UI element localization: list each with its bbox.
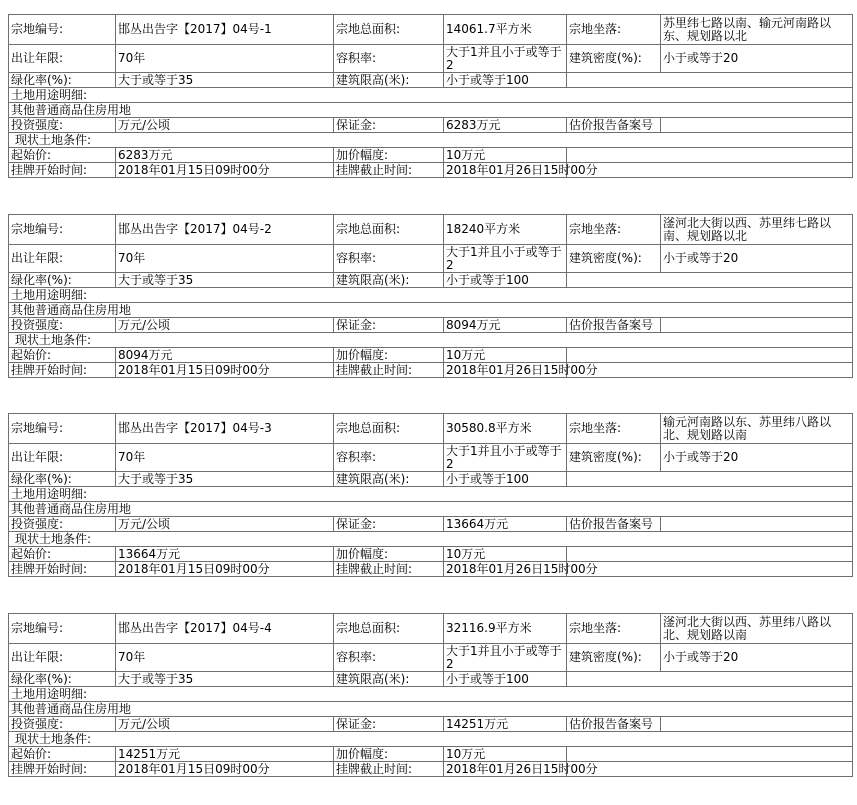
label-current-condition: 现状土地条件: <box>9 133 853 148</box>
value-land-use: 其他普通商品住房用地 <box>9 502 853 517</box>
parcel-row-current <box>9 532 853 547</box>
label-green: 绿化率(%): <box>9 273 116 288</box>
parcel-row-price <box>9 348 853 363</box>
value-land-use: 其他普通商品住房用地 <box>9 303 853 318</box>
empty-cell <box>567 273 853 288</box>
parcel-table-4 <box>8 613 853 777</box>
label-invest: 投资强度: <box>9 517 116 532</box>
parcel-row-term <box>9 45 853 73</box>
label-list-end: 挂牌截止时间: <box>334 562 444 577</box>
empty-cell <box>567 163 853 178</box>
value-term: 70年 <box>116 45 334 73</box>
label-density: 建筑密度(%): <box>567 45 661 73</box>
label-height: 建筑限高(米): <box>334 472 444 487</box>
label-height: 建筑限高(米): <box>334 73 444 88</box>
parcel-row-term <box>9 644 853 672</box>
value-total-area: 30580.8平方米 <box>444 414 567 444</box>
label-current-condition: 现状土地条件: <box>9 333 853 348</box>
parcel-row-time <box>9 363 853 378</box>
value-list-end: 2018年01月26日15时00分 <box>444 562 567 577</box>
value-plot-ratio: 大于1并且小于或等于2 <box>444 444 567 472</box>
label-plot-ratio: 容积率: <box>334 245 444 273</box>
parcel-row-current <box>9 732 853 747</box>
label-parcel-no: 宗地编号: <box>9 215 116 245</box>
value-height: 小于或等于100 <box>444 273 567 288</box>
value-parcel-no: 邯丛出告字【2017】04号-2 <box>116 215 334 245</box>
label-height: 建筑限高(米): <box>334 672 444 687</box>
label-total-area: 宗地总面积: <box>334 215 444 245</box>
label-invest: 投资强度: <box>9 717 116 732</box>
parcel-row-time <box>9 762 853 777</box>
value-land-use: 其他普通商品住房用地 <box>9 103 853 118</box>
label-location: 宗地坐落: <box>567 215 661 245</box>
label-total-area: 宗地总面积: <box>334 614 444 644</box>
value-deposit: 14251万元 <box>444 717 567 732</box>
label-term: 出让年限: <box>9 644 116 672</box>
label-deposit: 保证金: <box>334 717 444 732</box>
value-appraisal <box>661 318 853 333</box>
label-density: 建筑密度(%): <box>567 644 661 672</box>
parcel-row-time <box>9 562 853 577</box>
value-density: 小于或等于20 <box>661 644 853 672</box>
label-green: 绿化率(%): <box>9 472 116 487</box>
value-height: 小于或等于100 <box>444 672 567 687</box>
value-green: 大于或等于35 <box>116 273 334 288</box>
label-plot-ratio: 容积率: <box>334 444 444 472</box>
label-use-detail: 土地用途明细: <box>9 487 853 502</box>
label-parcel-no: 宗地编号: <box>9 15 116 45</box>
value-green: 大于或等于35 <box>116 672 334 687</box>
parcel-row-id <box>9 215 853 245</box>
label-deposit: 保证金: <box>334 118 444 133</box>
label-current-condition: 现状土地条件: <box>9 532 853 547</box>
parcel-row-time <box>9 163 853 178</box>
parcel-table-2 <box>8 214 853 378</box>
parcel-row-current <box>9 333 853 348</box>
value-parcel-no: 邯丛出告字【2017】04号-4 <box>116 614 334 644</box>
value-total-area: 14061.7平方米 <box>444 15 567 45</box>
parcel-table-1 <box>8 14 853 178</box>
label-location: 宗地坐落: <box>567 15 661 45</box>
label-location: 宗地坐落: <box>567 614 661 644</box>
value-invest: 万元/公顷 <box>116 717 334 732</box>
parcel-row-use-label <box>9 687 853 702</box>
parcel-row-invest <box>9 717 853 732</box>
parcel-row-price <box>9 747 853 762</box>
value-deposit: 6283万元 <box>444 118 567 133</box>
label-start-price: 起始价: <box>9 747 116 762</box>
value-deposit: 8094万元 <box>444 318 567 333</box>
parcel-row-id <box>9 15 853 45</box>
empty-cell <box>567 747 853 762</box>
value-height: 小于或等于100 <box>444 73 567 88</box>
label-appraisal: 估价报告备案号 <box>567 318 661 333</box>
empty-cell <box>567 363 853 378</box>
parcel-row-use-label <box>9 88 853 103</box>
label-list-start: 挂牌开始时间: <box>9 163 116 178</box>
value-term: 70年 <box>116 444 334 472</box>
value-increment: 10万元 <box>444 547 567 562</box>
label-invest: 投资强度: <box>9 318 116 333</box>
label-appraisal: 估价报告备案号 <box>567 717 661 732</box>
label-term: 出让年限: <box>9 45 116 73</box>
value-increment: 10万元 <box>444 747 567 762</box>
value-increment: 10万元 <box>444 148 567 163</box>
parcel-row-term <box>9 444 853 472</box>
parcel-row-green <box>9 672 853 687</box>
label-increment: 加价幅度: <box>334 148 444 163</box>
parcel-row-invest <box>9 517 853 532</box>
value-deposit: 13664万元 <box>444 517 567 532</box>
empty-cell <box>567 762 853 777</box>
parcel-row-green <box>9 73 853 88</box>
value-appraisal <box>661 717 853 732</box>
label-increment: 加价幅度: <box>334 348 444 363</box>
label-increment: 加价幅度: <box>334 747 444 762</box>
empty-cell <box>567 73 853 88</box>
value-parcel-no: 邯丛出告字【2017】04号-3 <box>116 414 334 444</box>
value-start-price: 13664万元 <box>116 547 334 562</box>
label-list-start: 挂牌开始时间: <box>9 762 116 777</box>
label-density: 建筑密度(%): <box>567 245 661 273</box>
value-list-end: 2018年01月26日15时00分 <box>444 163 567 178</box>
parcel-row-green <box>9 273 853 288</box>
label-use-detail: 土地用途明细: <box>9 288 853 303</box>
empty-cell <box>567 472 853 487</box>
value-location: 滏河北大街以西、苏里纬七路以南、规划路以北 <box>661 215 853 245</box>
empty-cell <box>567 672 853 687</box>
value-density: 小于或等于20 <box>661 45 853 73</box>
label-term: 出让年限: <box>9 245 116 273</box>
value-total-area: 18240平方米 <box>444 215 567 245</box>
label-total-area: 宗地总面积: <box>334 15 444 45</box>
value-green: 大于或等于35 <box>116 73 334 88</box>
value-start-price: 6283万元 <box>116 148 334 163</box>
value-appraisal <box>661 517 853 532</box>
parcel-row-invest <box>9 118 853 133</box>
label-list-end: 挂牌截止时间: <box>334 163 444 178</box>
value-invest: 万元/公顷 <box>116 318 334 333</box>
parcel-row-use <box>9 502 853 517</box>
value-list-start: 2018年01月15日09时00分 <box>116 363 334 378</box>
label-deposit: 保证金: <box>334 517 444 532</box>
label-location: 宗地坐落: <box>567 414 661 444</box>
parcel-row-invest <box>9 318 853 333</box>
label-density: 建筑密度(%): <box>567 444 661 472</box>
value-location: 滏河北大街以西、苏里纬八路以北、规划路以南 <box>661 614 853 644</box>
value-green: 大于或等于35 <box>116 472 334 487</box>
parcel-row-price <box>9 547 853 562</box>
value-term: 70年 <box>116 245 334 273</box>
empty-cell <box>567 547 853 562</box>
parcel-row-id <box>9 614 853 644</box>
label-height: 建筑限高(米): <box>334 273 444 288</box>
label-appraisal: 估价报告备案号 <box>567 517 661 532</box>
parcel-row-green <box>9 472 853 487</box>
value-list-start: 2018年01月15日09时00分 <box>116 762 334 777</box>
value-plot-ratio: 大于1并且小于或等于2 <box>444 45 567 73</box>
value-total-area: 32116.9平方米 <box>444 614 567 644</box>
label-invest: 投资强度: <box>9 118 116 133</box>
value-list-start: 2018年01月15日09时00分 <box>116 163 334 178</box>
label-start-price: 起始价: <box>9 547 116 562</box>
label-use-detail: 土地用途明细: <box>9 687 853 702</box>
parcel-row-use <box>9 303 853 318</box>
empty-cell <box>567 348 853 363</box>
value-list-start: 2018年01月15日09时00分 <box>116 562 334 577</box>
value-list-end: 2018年01月26日15时00分 <box>444 363 567 378</box>
value-parcel-no: 邯丛出告字【2017】04号-1 <box>116 15 334 45</box>
value-land-use: 其他普通商品住房用地 <box>9 702 853 717</box>
label-plot-ratio: 容积率: <box>334 644 444 672</box>
parcel-row-price <box>9 148 853 163</box>
value-invest: 万元/公顷 <box>116 517 334 532</box>
label-start-price: 起始价: <box>9 348 116 363</box>
parcel-row-current <box>9 133 853 148</box>
value-height: 小于或等于100 <box>444 472 567 487</box>
label-green: 绿化率(%): <box>9 672 116 687</box>
parcel-row-use-label <box>9 288 853 303</box>
label-green: 绿化率(%): <box>9 73 116 88</box>
label-list-start: 挂牌开始时间: <box>9 562 116 577</box>
value-list-end: 2018年01月26日15时00分 <box>444 762 567 777</box>
value-location: 苏里纬七路以南、输元河南路以东、规划路以北 <box>661 15 853 45</box>
value-invest: 万元/公顷 <box>116 118 334 133</box>
value-density: 小于或等于20 <box>661 444 853 472</box>
label-increment: 加价幅度: <box>334 547 444 562</box>
label-appraisal: 估价报告备案号 <box>567 118 661 133</box>
label-use-detail: 土地用途明细: <box>9 88 853 103</box>
label-list-end: 挂牌截止时间: <box>334 762 444 777</box>
label-parcel-no: 宗地编号: <box>9 614 116 644</box>
empty-cell <box>567 562 853 577</box>
value-start-price: 8094万元 <box>116 348 334 363</box>
value-term: 70年 <box>116 644 334 672</box>
label-current-condition: 现状土地条件: <box>9 732 853 747</box>
label-total-area: 宗地总面积: <box>334 414 444 444</box>
label-parcel-no: 宗地编号: <box>9 414 116 444</box>
parcel-row-use <box>9 103 853 118</box>
parcel-row-use <box>9 702 853 717</box>
parcel-row-id <box>9 414 853 444</box>
value-appraisal <box>661 118 853 133</box>
label-start-price: 起始价: <box>9 148 116 163</box>
value-location: 输元河南路以东、苏里纬八路以北、规划路以南 <box>661 414 853 444</box>
parcel-row-term <box>9 245 853 273</box>
label-list-end: 挂牌截止时间: <box>334 363 444 378</box>
value-start-price: 14251万元 <box>116 747 334 762</box>
parcel-table-3 <box>8 413 853 577</box>
value-density: 小于或等于20 <box>661 245 853 273</box>
value-plot-ratio: 大于1并且小于或等于2 <box>444 245 567 273</box>
label-deposit: 保证金: <box>334 318 444 333</box>
value-increment: 10万元 <box>444 348 567 363</box>
empty-cell <box>567 148 853 163</box>
label-term: 出让年限: <box>9 444 116 472</box>
parcel-row-use-label <box>9 487 853 502</box>
label-plot-ratio: 容积率: <box>334 45 444 73</box>
value-plot-ratio: 大于1并且小于或等于2 <box>444 644 567 672</box>
label-list-start: 挂牌开始时间: <box>9 363 116 378</box>
